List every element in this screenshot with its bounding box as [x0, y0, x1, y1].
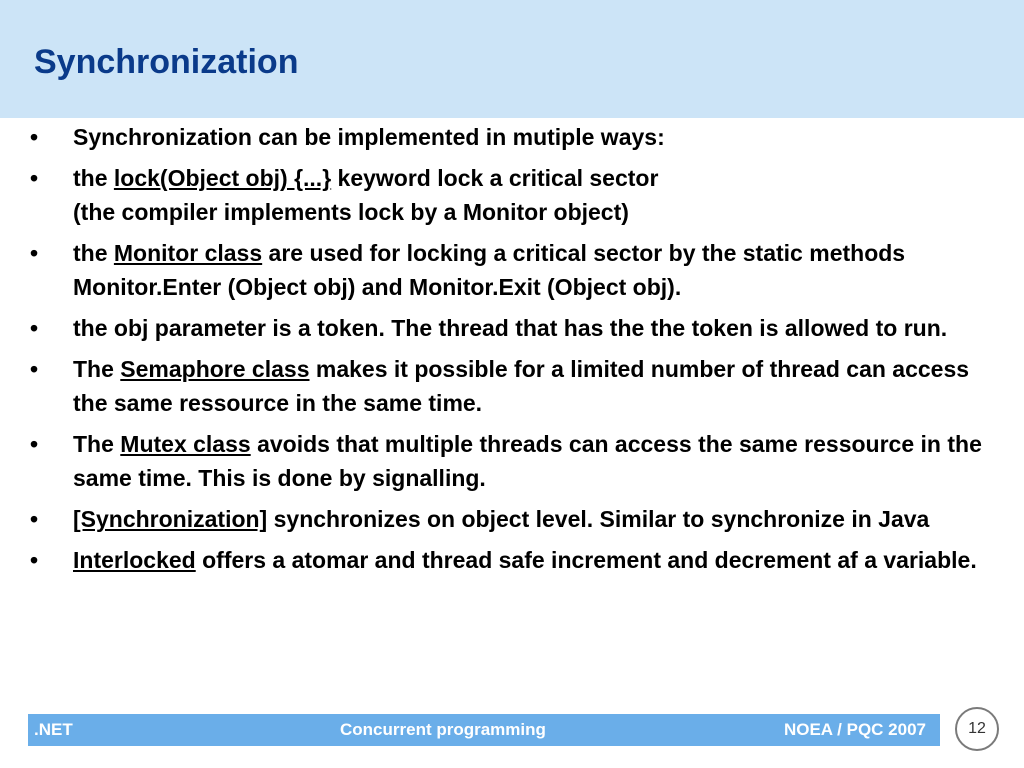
slide-content — [0, 118, 1024, 584]
bullet-item — [0, 311, 1024, 345]
bullet-dot-icon: • — [30, 431, 39, 457]
bullet-text: avoids that multiple threads can access the same ressource in the same time. This is done by signalling. — [73, 431, 982, 491]
bullet-text: makes it possible for a limited number of thread can access the same ressource in the same time. — [73, 356, 970, 416]
bullet-dot-icon: • — [30, 124, 39, 150]
bullet-link[interactable]: Interlocked — [73, 547, 196, 573]
bullet-item — [0, 236, 1024, 304]
bullet-dot-icon: • — [30, 315, 39, 341]
bullet-text: the — [73, 240, 114, 266]
bullet-link[interactable]: Mutex class — [120, 431, 251, 457]
bullet-text: the obj parameter is a token. The thread that has the the token is allowed to run. — [73, 315, 948, 341]
footer-bar — [28, 714, 940, 746]
slide-title: Synchronization — [34, 43, 299, 81]
footer-center-text: Concurrent programming — [340, 720, 546, 739]
bullet-item — [0, 352, 1024, 420]
bullet-text: keyword lock a critical sector — [331, 165, 659, 191]
bullet-text: The — [73, 356, 121, 382]
bullet-dot-icon: • — [30, 356, 39, 382]
bullet-dot-icon: • — [30, 506, 39, 532]
bullet-item — [0, 427, 1024, 495]
bullet-item — [0, 543, 1024, 577]
bullet-text: The — [73, 431, 121, 457]
bullet-link[interactable]: Semaphore class — [120, 356, 310, 382]
bullet-link[interactable]: lock(Object obj) {...} — [113, 165, 332, 191]
bullet-text: are used for locking a critical sector by the static methods Monitor.Enter (Object obj) and Monitor.Exit (Object obj). — [73, 240, 906, 300]
bullet-dot-icon: • — [30, 165, 39, 191]
bullet-item — [0, 502, 1024, 536]
bullet-item — [0, 161, 1024, 229]
bullet-text: (the compiler implements lock by a Monitor object) — [73, 199, 629, 225]
bullet-dot-icon: • — [30, 240, 39, 266]
bullet-text: Synchronization can be implemented in mutiple ways: — [73, 124, 665, 150]
bullet-link[interactable]: Monitor class — [113, 240, 263, 266]
bullet-item — [0, 120, 1024, 154]
bullet-link[interactable]: [Synchronization] — [73, 506, 268, 532]
bullet-dot-icon: • — [30, 547, 39, 573]
page-number: 12 — [955, 707, 999, 751]
footer-left-text: .NET — [34, 720, 73, 739]
bullet-text: synchronizes on object level. Similar to synchronize in Java — [267, 506, 930, 532]
bullet-list — [0, 120, 1024, 577]
bullet-text: the — [73, 165, 114, 191]
bullet-text: offers a atomar and thread safe increment and decrement af a variable. — [195, 547, 977, 573]
footer-right-text: NOEA / PQC 2007 — [783, 720, 926, 739]
